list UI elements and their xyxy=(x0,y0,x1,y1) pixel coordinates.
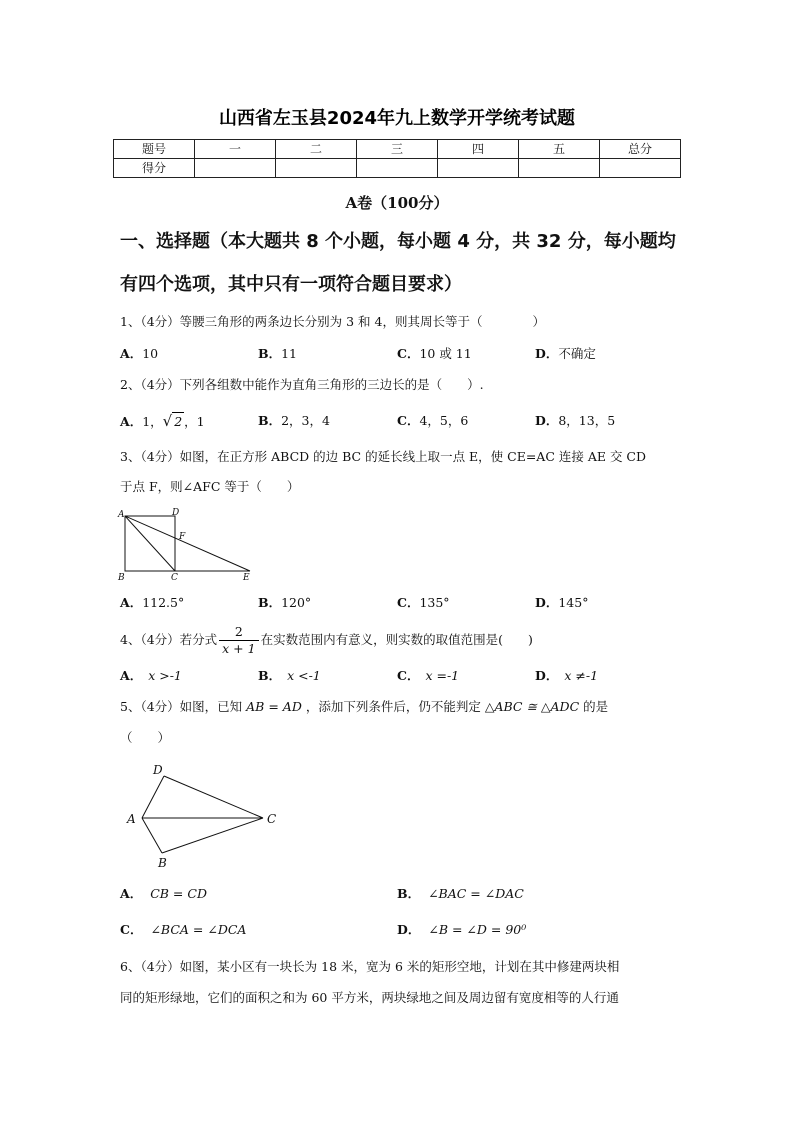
fraction-numerator: 2 xyxy=(219,624,258,641)
question-5-paren: （ ） xyxy=(120,730,171,745)
q4-suffix: 在实数范围内有意义，则实数的取值范围是( ) xyxy=(260,632,533,647)
score-blank-cell xyxy=(357,159,438,178)
option-letter: A． xyxy=(120,414,143,429)
option-letter: C． xyxy=(120,922,143,937)
q3-option-a xyxy=(120,594,184,612)
option-value: 112.5° xyxy=(142,595,185,610)
q1-option-c xyxy=(397,345,472,363)
option-letter: D． xyxy=(535,346,559,361)
q2-option-c xyxy=(397,412,468,430)
label-a: A xyxy=(127,812,136,826)
score-table-cell: 二 xyxy=(276,140,357,159)
score-blank-cell xyxy=(276,159,357,178)
q3-option-b xyxy=(258,594,311,612)
option-letter: D． xyxy=(535,668,559,683)
question-4-text xyxy=(120,622,533,658)
option-letter: A． xyxy=(120,886,143,901)
q5-condition: AB = AD xyxy=(246,699,302,714)
segment-ae xyxy=(125,516,250,571)
question-1-text: 1、（4分）等腰三角形的两条边长分别为 3 和 4，则其周长等于（ ） xyxy=(120,314,545,329)
question-2-text: 2、（4分）下列各组数中能作为直角三角形的三边长的是（ ）. xyxy=(120,377,484,392)
score-table-cell: 总分 xyxy=(600,140,681,159)
option-letter: D． xyxy=(535,595,559,610)
q4-fraction xyxy=(219,624,258,657)
label-c: C xyxy=(267,812,277,826)
q5-conclusion: △ABC ≅ △ADC xyxy=(484,699,580,714)
q5-option-a xyxy=(120,885,207,903)
option-letter: B． xyxy=(258,595,282,610)
q2-option-b xyxy=(258,412,330,430)
option-letter: B． xyxy=(397,886,421,901)
option-letter: C． xyxy=(397,346,420,361)
option-letter: C． xyxy=(397,413,420,428)
score-table-score-row xyxy=(114,159,681,178)
label-c: C xyxy=(171,573,178,583)
score-table-cell: 得分 xyxy=(114,159,195,178)
option-value: ∠BAC = ∠DAC xyxy=(428,886,524,901)
score-table-cell: 五 xyxy=(519,140,600,159)
option-letter: B． xyxy=(258,413,282,428)
segment-ab xyxy=(142,818,162,853)
score-blank-cell xyxy=(519,159,600,178)
option-letter: A． xyxy=(120,346,143,361)
option-value: 120° xyxy=(281,595,312,610)
q4-prefix: 4、（4分）若分式 xyxy=(120,632,218,647)
option-value: x ≠-1 xyxy=(564,668,599,683)
option-value-pre: 1， xyxy=(142,414,163,429)
option-value: 2，3，4 xyxy=(281,413,330,428)
q5-option-d xyxy=(397,921,526,939)
option-value: 10 xyxy=(142,346,159,361)
option-letter: C． xyxy=(397,668,420,683)
option-letter: B． xyxy=(258,346,282,361)
option-value: 4，5，6 xyxy=(419,413,469,428)
q5-prefix: 5、（4分）如图，已知 xyxy=(120,699,243,714)
question-5-text xyxy=(120,698,608,716)
label-f: F xyxy=(179,532,186,542)
segment-ad xyxy=(142,776,164,818)
option-value: x =-1 xyxy=(425,668,460,683)
option-letter: A． xyxy=(120,595,143,610)
sqrt-radical: √ xyxy=(162,412,173,430)
option-value: x >-1 xyxy=(148,668,182,683)
label-a: A xyxy=(118,510,125,520)
section-label: A卷（100分） xyxy=(345,194,449,212)
option-value: 145° xyxy=(558,595,589,610)
q4-option-b xyxy=(258,667,321,685)
option-value: 11 xyxy=(281,346,297,361)
option-value: ∠B = ∠D = 90⁰ xyxy=(428,922,527,937)
q4-option-c xyxy=(397,667,459,685)
score-table-cell: 一 xyxy=(195,140,276,159)
question-6-line2: 同的矩形绿地，它们的面积之和为 60 平方米，两块绿地之间及周边留有宽度相等的人行通 xyxy=(120,990,619,1005)
q3-option-d xyxy=(535,594,588,612)
option-value: CB = CD xyxy=(150,886,207,901)
question-3-line2: 于点 F，则∠AFC 等于（ ） xyxy=(120,479,300,494)
segment-dc xyxy=(164,776,263,818)
option-value-post: ，1 xyxy=(184,414,205,429)
option-letter: D． xyxy=(397,922,421,937)
q2-option-a xyxy=(120,412,205,431)
sqrt-radicand: 2 xyxy=(174,414,183,429)
square-abcd-figure xyxy=(115,506,265,584)
q1-option-a xyxy=(120,345,158,363)
kite-abcd-figure xyxy=(120,760,290,870)
q2-option-d xyxy=(535,412,615,430)
option-value: 不确定 xyxy=(558,346,596,361)
score-table xyxy=(113,139,681,178)
score-blank-cell xyxy=(195,159,276,178)
question-3-line1: 3、（4分）如图，在正方形 ABCD 的边 BC 的延长线上取一点 E，使 CE=AC 连接 AE 交 CD xyxy=(120,449,647,464)
label-b: B xyxy=(158,856,167,870)
diagonal-ac xyxy=(125,516,175,571)
score-table-header-row xyxy=(114,140,681,159)
label-d: D xyxy=(172,508,180,518)
fraction-denominator: x + 1 xyxy=(222,641,256,656)
option-letter: D． xyxy=(535,413,559,428)
q5-middle: ，添加下列条件后，仍不能判定 xyxy=(305,699,481,714)
option-letter: C． xyxy=(397,595,420,610)
segment-bc xyxy=(162,818,263,853)
option-value: ∠BCA = ∠DCA xyxy=(150,922,247,937)
q5-option-c xyxy=(120,921,246,939)
question-6-line1: 6、（4分）如图，某小区有一块长为 18 米，宽为 6 米的矩形空地，计划在其中修建两块相 xyxy=(120,959,620,974)
score-blank-cell xyxy=(438,159,519,178)
page-title: 山西省左玉县2024年九上数学开学统考试题 xyxy=(218,108,576,129)
option-value: 10 或 11 xyxy=(419,346,472,361)
label-b: B xyxy=(118,573,125,583)
score-table-cell: 四 xyxy=(438,140,519,159)
score-table-cell: 题号 xyxy=(114,140,195,159)
q3-option-c xyxy=(397,594,450,612)
q1-option-d xyxy=(535,345,596,363)
option-letter: A． xyxy=(120,668,143,683)
option-value: 8，13，5 xyxy=(558,413,616,428)
label-e: E xyxy=(243,573,250,583)
label-d: D xyxy=(153,763,163,777)
q4-option-d xyxy=(535,667,598,685)
q4-option-a xyxy=(120,667,182,685)
option-value: x <-1 xyxy=(287,668,321,683)
option-letter: B． xyxy=(258,668,282,683)
q5-option-b xyxy=(397,885,524,903)
part-heading-line1: 一、选择题（本大题共 8 个小题，每小题 4 分，共 32 分，每小题均 xyxy=(120,231,676,252)
q1-option-b xyxy=(258,345,297,363)
score-table-cell: 三 xyxy=(357,140,438,159)
part-heading-line2: 有四个选项，其中只有一项符合题目要求） xyxy=(120,274,462,295)
option-value: 135° xyxy=(419,595,450,610)
score-blank-cell xyxy=(600,159,681,178)
q5-suffix: 的是 xyxy=(583,699,609,714)
